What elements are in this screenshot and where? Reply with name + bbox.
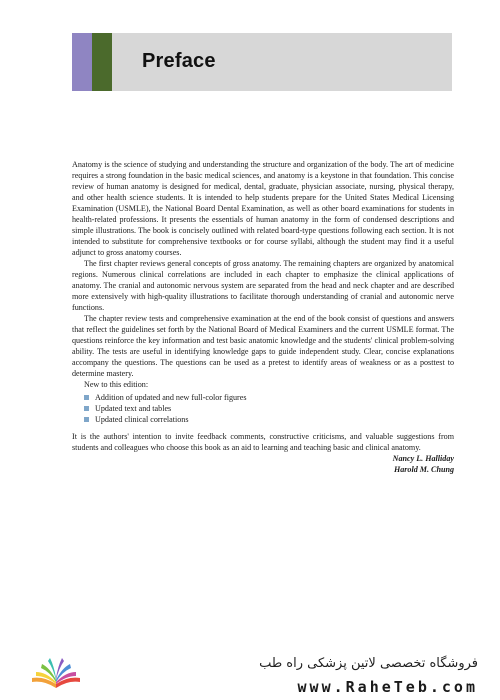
paragraph-2: The first chapter reviews general concepts of gross anatomy. The remaining chapters are organized by anatomical regions. Numerous clinical correlations are included in each chapter to emphasize the clinical applications of anatomy. The cranial and autonomic nervous system are separated from the head and neck chapter and are described more extensively with high-quality illustrations to facilitate thorough understanding of cranial and autonomic nerve functions. bbox=[72, 259, 454, 312]
page-title: Preface bbox=[142, 50, 216, 72]
closing-paragraph: It is the authors' intention to invite feedback comments, constructive criticisms, and valuable suggestions from students and colleagues who choose this book as an aid to learning and teaching basic and clinical anatomy. bbox=[72, 432, 454, 452]
author-signature-1: Nancy L. Halliday bbox=[392, 454, 454, 463]
footer-url[interactable]: www.RaheTeb.com bbox=[297, 678, 478, 696]
book-logo-icon bbox=[28, 650, 84, 690]
header-band-purple bbox=[72, 33, 92, 91]
square-bullet-icon bbox=[84, 406, 89, 411]
list-item bbox=[84, 392, 454, 403]
list-item-label: Addition of updated and new full-color figures bbox=[95, 393, 247, 402]
paragraph-3: The chapter review tests and comprehensive examination at the end of the book consist of questions and answers that reflect the guidelines set forth by the National Board of Medical Examiners and the current USMLE format. The questions reinforce the key information and test basic anatomic knowledge and the students' clinical problem-solving ability. The tests are useful in identifying knowledge gaps to guide independent study. Clear, concise explanations accompany the questions. The questions can be used as a pretest to identify areas of weakness or as a posttest to determine mastery. bbox=[72, 314, 454, 378]
footer-store-name: فروشگاه تخصصی لاتین پزشکی راه طب bbox=[259, 656, 478, 671]
square-bullet-icon bbox=[84, 417, 89, 422]
preface-body bbox=[72, 159, 454, 475]
list-item-label: Updated text and tables bbox=[95, 404, 172, 413]
list-item bbox=[84, 403, 454, 414]
new-edition-intro: New to this edition: bbox=[84, 380, 149, 389]
list-item-label: Updated clinical correlations bbox=[95, 415, 189, 424]
square-bullet-icon bbox=[84, 395, 89, 400]
header-band-green bbox=[92, 33, 112, 91]
new-edition-list bbox=[84, 392, 454, 425]
list-item bbox=[84, 414, 454, 425]
paragraph-1: Anatomy is the science of studying and understanding the structure and organization of the body. The art of medicine requires a strong foundation in the basic medical sciences, and anatomy is a keystone in that foundation. This concise review of human anatomy is designed for medical, dental, graduate, physician associate, nursing, physical therapy, and other health science students. It is intended to help students prepare for the United States Medical Licensing Examination (USMLE), the National Board Dental Examination, as well as other board examinations for students in health-related professions. It presents the essentials of human anatomy in the form of condensed descriptions and simple illustrations. The book is concisely outlined with related board-type questions following each section. It is not intended to substitute for comprehensive textbooks or for course syllabi, although the student may find it a useful adjunct to gross anatomy courses. bbox=[72, 160, 454, 257]
author-signature-2: Harold M. Chung bbox=[393, 465, 454, 474]
